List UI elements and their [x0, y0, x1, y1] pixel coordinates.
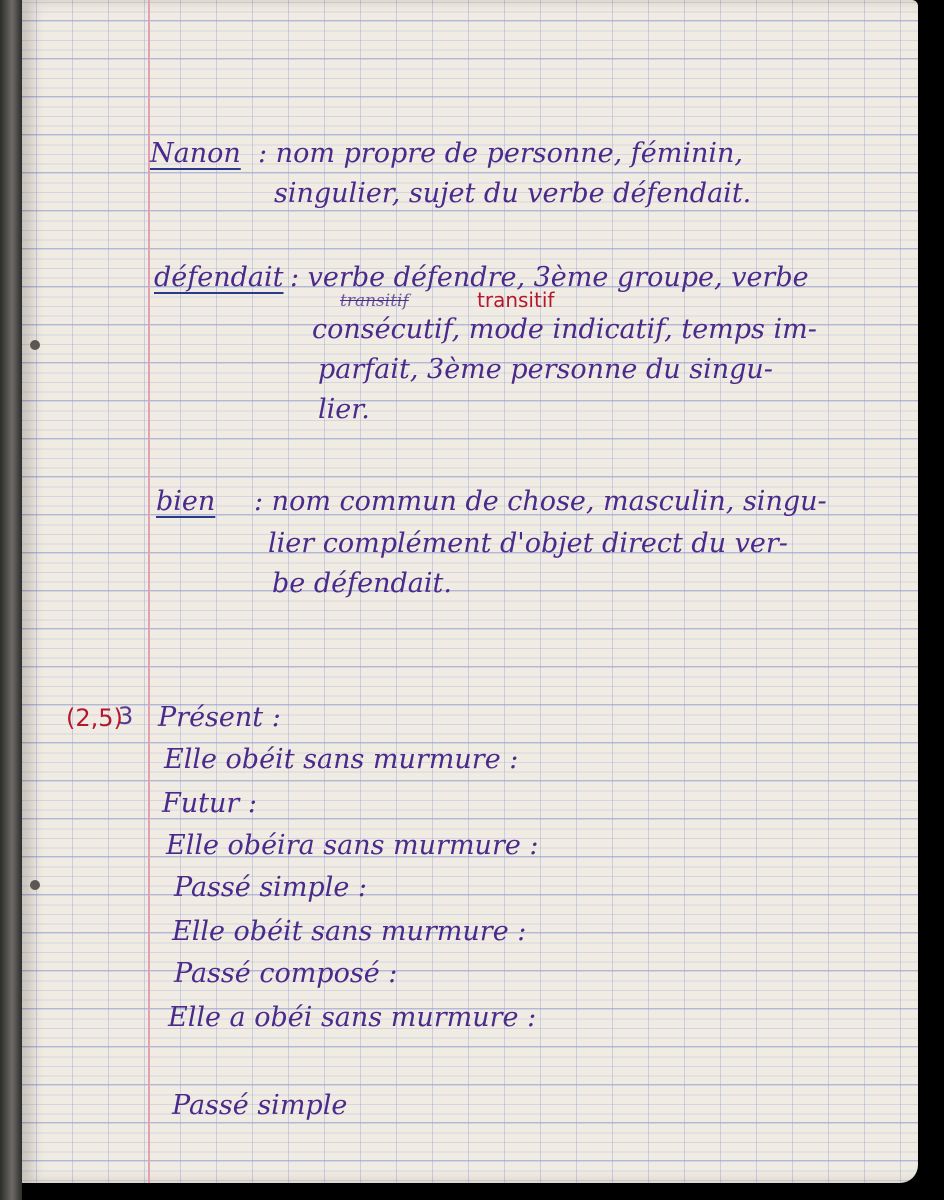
exercise-line: Elle obéira sans murmure : — [166, 830, 539, 861]
defendait-line-1: : verbe défendre, 3ème groupe, verbe — [290, 262, 809, 293]
exercise-line: Passé composé : — [174, 958, 398, 989]
bien-line-3: be défendait. — [272, 568, 452, 599]
teacher-correction: transitif — [477, 288, 555, 312]
exercise-line: Elle obéit sans murmure : — [164, 744, 519, 775]
term-nanon: Nanon — [150, 138, 241, 169]
defendait-line-2: consécutif, mode indicatif, temps im- — [312, 314, 817, 345]
margin-line — [148, 0, 150, 1183]
nanon-line-2: singulier, sujet du verbe défendait. — [274, 178, 752, 209]
notebook-binding — [0, 0, 22, 1200]
defendait-line-4: lier. — [318, 394, 370, 425]
exercise-line: Passé simple : — [174, 872, 367, 903]
defendait-line-3: parfait, 3ème personne du singu- — [318, 354, 773, 385]
exercise-line: Elle obéit sans murmure : — [172, 916, 527, 947]
grade-mark: (2,5) — [66, 704, 123, 732]
binding-hole — [30, 340, 40, 350]
notebook-page — [22, 0, 918, 1183]
exercise-number: 3 — [118, 702, 134, 730]
final-heading: Passé simple — [172, 1090, 348, 1121]
term-defendait: défendait — [154, 262, 284, 293]
bien-line-2: lier complément d'objet direct du ver- — [268, 528, 788, 559]
exercise-line: Présent : — [158, 702, 281, 733]
correction-overstruck: transitif — [340, 291, 409, 311]
bien-line-1: : nom commun de chose, masculin, singu- — [254, 486, 827, 517]
exercise-line: Elle a obéi sans murmure : — [168, 1002, 537, 1033]
term-bien: bien — [156, 486, 216, 517]
binding-hole — [30, 880, 40, 890]
exercise-line: Futur : — [162, 788, 257, 819]
nanon-line-1: : nom propre de personne, féminin, — [258, 138, 743, 169]
